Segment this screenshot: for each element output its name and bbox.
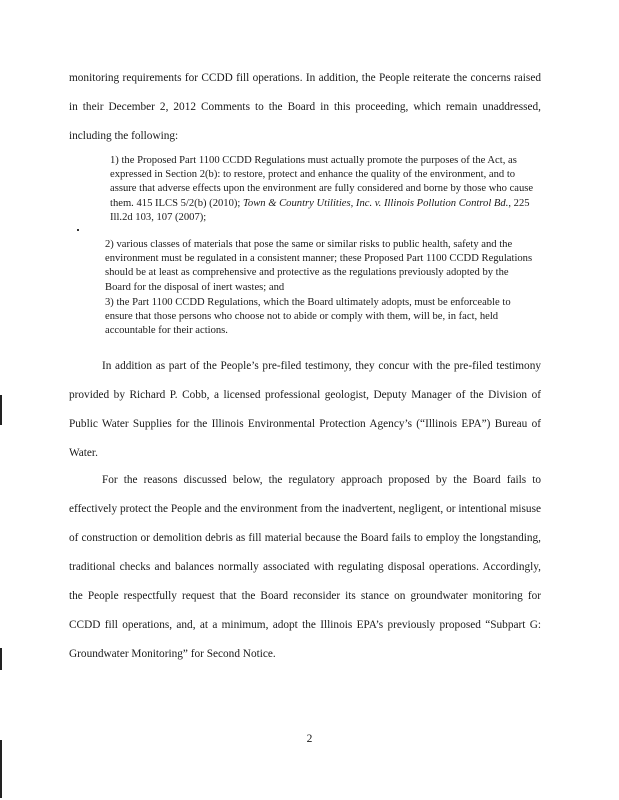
- case-citation: Town & Country Utilities, Inc. v. Illinois Pollution Control Bd.: [243, 197, 509, 209]
- page-number: 2: [306, 733, 313, 745]
- paragraph-reasons: For the reasons discussed below, the regulatory approach proposed by the Board fails to effectively protect the People and the environment from the inadvertent, negligent, or intentional misuse of construction or demolition debris as fill material because the Board fails to employ the longstanding, traditional checks and balances normally associated with regulating disposal operations. Accordingly, the People respectfully request that the Board reconsider its stance on groundwater monitoring for CCDD fill operations, and, at a minimum, adopt the Illinois EPA’s previously proposed “Subpart G: Groundwater Monitoring” for Second Notice.: [69, 474, 541, 660]
- scan-edge-mark: [0, 395, 2, 425]
- concern-item-2: 2) various classes of materials that pose the same or similar risks to public health, safety and the environment must be regulated in a consistent manner; these Proposed Part 1100 CCDD Regulations should be at least as comprehensive and protective as the regulations previously adopted by the Board for the disposal of inert wastes; and: [105, 239, 533, 293]
- concern-item-1-text: 1) the Proposed Part 1100 CCDD Regulations must actually promote the purposes of the Act, as expressed in Section 2(b): to restore, protect and enhance the quality of the environment, and to assure that adverse effects upon the environment are fully considered and borne by those who cause them. 415 ILCS 5/2(b) (2010);: [110, 155, 534, 209]
- concern-item-1: [110, 154, 538, 225]
- scan-edge-mark: [0, 648, 2, 670]
- concern-item-3: 3) the Part 1100 CCDD Regulations, which the Board ultimately adopts, must be enforceable to ensure that those persons who choose not to abide or comply with them, will be, in fact, held accountable for their actions.: [105, 297, 511, 337]
- paragraph-monitoring: monitoring requirements for CCDD fill operations. In addition, the People reiterate the concerns raised in their December 2, 2012 Comments to the Board in this proceeding, which remain unaddressed, including the following:: [69, 72, 541, 142]
- concern-item-1-citation-end: , 225 Ill.2d 103, 107 (2007);: [110, 197, 530, 223]
- paragraph-testimony: In addition as part of the People’s pre-filed testimony, they concur with the pre-filed testimony provided by Richard P. Cobb, a licensed professional geologist, Deputy Manager of the Division of Public Water Supplies for the Illinois Environmental Protection Agency’s (“Illinois EPA”) Bureau of Water.: [69, 360, 541, 459]
- scan-edge-mark: [0, 740, 2, 798]
- scan-speck: [77, 229, 79, 231]
